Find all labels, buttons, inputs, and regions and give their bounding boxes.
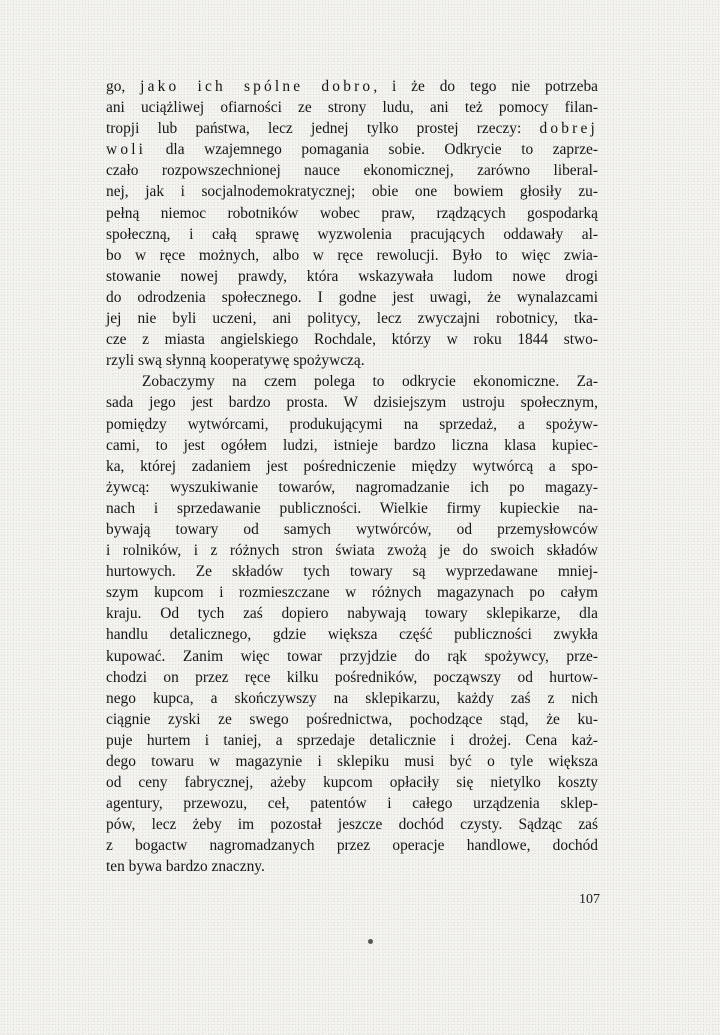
line-text: hurtowych. Ze składów tych towary są wyprzedawane mniej- [106, 563, 598, 581]
line-text: szym kupcom i rozmieszczane w różnych magazynach po całym [106, 584, 598, 602]
line-text: nej, jak i socjalnodemokratycznej; obie one bowiem głosiły zu- [106, 183, 598, 201]
line-text: handlu detalicznego, gdzie większa część publiczności zwykła [106, 626, 598, 644]
line-text: puje hurtem i taniej, a sprzedaje detalicznie i drożej. Cena każ- [106, 731, 598, 749]
text-line [106, 160, 598, 181]
text-line [106, 118, 598, 139]
line-text: stowanie nowej prawdy, która wskazywała ludom nowe drogi [106, 267, 598, 285]
line-text: bywają towary od samych wytwórców, od przemysłowców [106, 520, 598, 538]
text-line [106, 519, 598, 540]
text-line [106, 667, 598, 688]
line-text: pełną niemoc robotników wobec praw, rządzących gospodarką [106, 204, 598, 222]
text-line [106, 540, 598, 561]
text-line [106, 603, 598, 624]
line-text: nego kupca, a skończywszy na sklepikarzu, każdy zaś z nich [106, 689, 598, 707]
text-line [106, 371, 598, 392]
text-line [106, 392, 598, 413]
line-text: dego towaru w magazynie i sklepiku musi być o tyle większa [106, 753, 598, 770]
text-line [106, 203, 598, 224]
text-line [106, 245, 598, 266]
line-text: chodzi on przez ręce kilku pośredników, począwszy od hurtow- [106, 668, 598, 686]
line-text: pomiędzy wytwórcami, produkującymi na sprzedaż, a spożyw- [106, 415, 598, 433]
line-text: z bogactw nagromadzanych przez operacje handlowe, dochód [106, 837, 598, 855]
text-line [106, 181, 598, 202]
spaced-emphasis-text: woli [106, 141, 147, 159]
line-text: rzyli swą słynną kooperatywę spożywczą. [106, 352, 365, 370]
text-line [106, 329, 598, 350]
line-text: od ceny fabrycznej, ażeby kupcom opłaciły się nietylko koszty [106, 774, 598, 792]
text-line [106, 561, 598, 582]
text-line [106, 76, 598, 97]
line-text: ten bywa bardzo znaczny. [106, 858, 265, 876]
line-text: tropji lub państwa, lecz jednej tylko prostej rzeczy: [106, 120, 540, 138]
line-text: ka, której zadaniem jest pośredniczenie między wytwórcą a spo- [106, 457, 598, 475]
text-line [106, 793, 598, 814]
text-line [106, 688, 598, 709]
line-text: ciągnie zyski ze swego pośrednictwa, pochodzące stąd, że ku- [106, 710, 598, 728]
text-line [106, 97, 598, 118]
text-line [106, 582, 598, 603]
text-line [106, 266, 598, 287]
line-text: cami, to jest ogółem ludzi, istnieje bardzo liczna klasa kupiec- [106, 436, 598, 454]
body-text [106, 76, 598, 878]
line-text: pów, lecz żeby im pozostał jeszcze dochód czysty. Sądząc zaś [106, 816, 598, 834]
line-text: nach i sprzedawanie publiczności. Wielkie firmy kupieckie na- [106, 499, 598, 517]
text-line [106, 856, 598, 877]
text-line [106, 730, 598, 751]
text-line [106, 709, 598, 730]
text-line [106, 772, 598, 793]
spaced-emphasis-text: dobrej [539, 120, 598, 138]
line-text: dla wzajemnego pomagania sobie. Odkrycie to zaprze- [146, 141, 598, 159]
line-text: i rolników, i z różnych stron świata zwożą je do swoich składów [106, 542, 598, 560]
text-line [106, 456, 598, 477]
line-text: kraju. Od tych zaś dopiero nabywają towary sklepikarze, dla [106, 605, 598, 623]
line-text: ani uciążliwej ofiarności ze strony ludu, ani też pomocy filan- [106, 99, 598, 117]
line-text: cze z miasta angielskiego Rochdale, którzy w roku 1844 stwo- [106, 331, 598, 349]
line-text: jej nie byli uczeni, ani politycy, lecz zwyczajni robotnicy, tka- [106, 310, 598, 328]
text-line [106, 477, 598, 498]
text-line [106, 814, 598, 835]
line-text: , i że do tego nie potrzeba [373, 78, 598, 95]
line-text: do odrodzenia społecznego. I godne jest uwagi, że wynalazcami [106, 288, 598, 306]
text-line [106, 835, 598, 856]
text-line [106, 624, 598, 645]
line-text: Zobaczymy na czem polega to odkrycie ekonomiczne. Za- [142, 373, 598, 391]
line-text: go, [106, 78, 141, 95]
line-text: czało rozpowszechnionej nauce ekonomicznej, zarówno liberal- [106, 162, 598, 180]
text-line [106, 435, 598, 456]
text-line [106, 646, 598, 667]
line-text: agentury, przewozu, ceł, patentów i całego urządzenia sklep- [106, 795, 598, 813]
text-line [106, 498, 598, 519]
text-line [106, 414, 598, 435]
page-number: 107 [579, 892, 600, 907]
text-line [106, 350, 598, 371]
scan-speck [368, 939, 373, 944]
text-line [106, 308, 598, 329]
line-text: społeczną, i całą sprawę wyzwolenia pracujących oddawały al- [106, 225, 598, 243]
line-text: kupować. Zanim więc towar przyjdzie do rąk spożywcy, prze- [106, 647, 598, 665]
line-text: sada jego jest bardzo prosta. W dzisiejszym ustroju społecznym, [106, 394, 598, 412]
text-line [106, 751, 598, 772]
text-line [106, 139, 598, 160]
line-text: żywcą: wyszukiwanie towarów, nagromadzanie ich po magazy- [106, 478, 598, 496]
text-line [106, 287, 598, 308]
spaced-emphasis-text: jako ich spólne dobro [140, 78, 374, 95]
text-line [106, 224, 598, 245]
line-text: bo w ręce możnych, albo w ręce rewolucji. Było to więc zwia- [106, 246, 598, 264]
